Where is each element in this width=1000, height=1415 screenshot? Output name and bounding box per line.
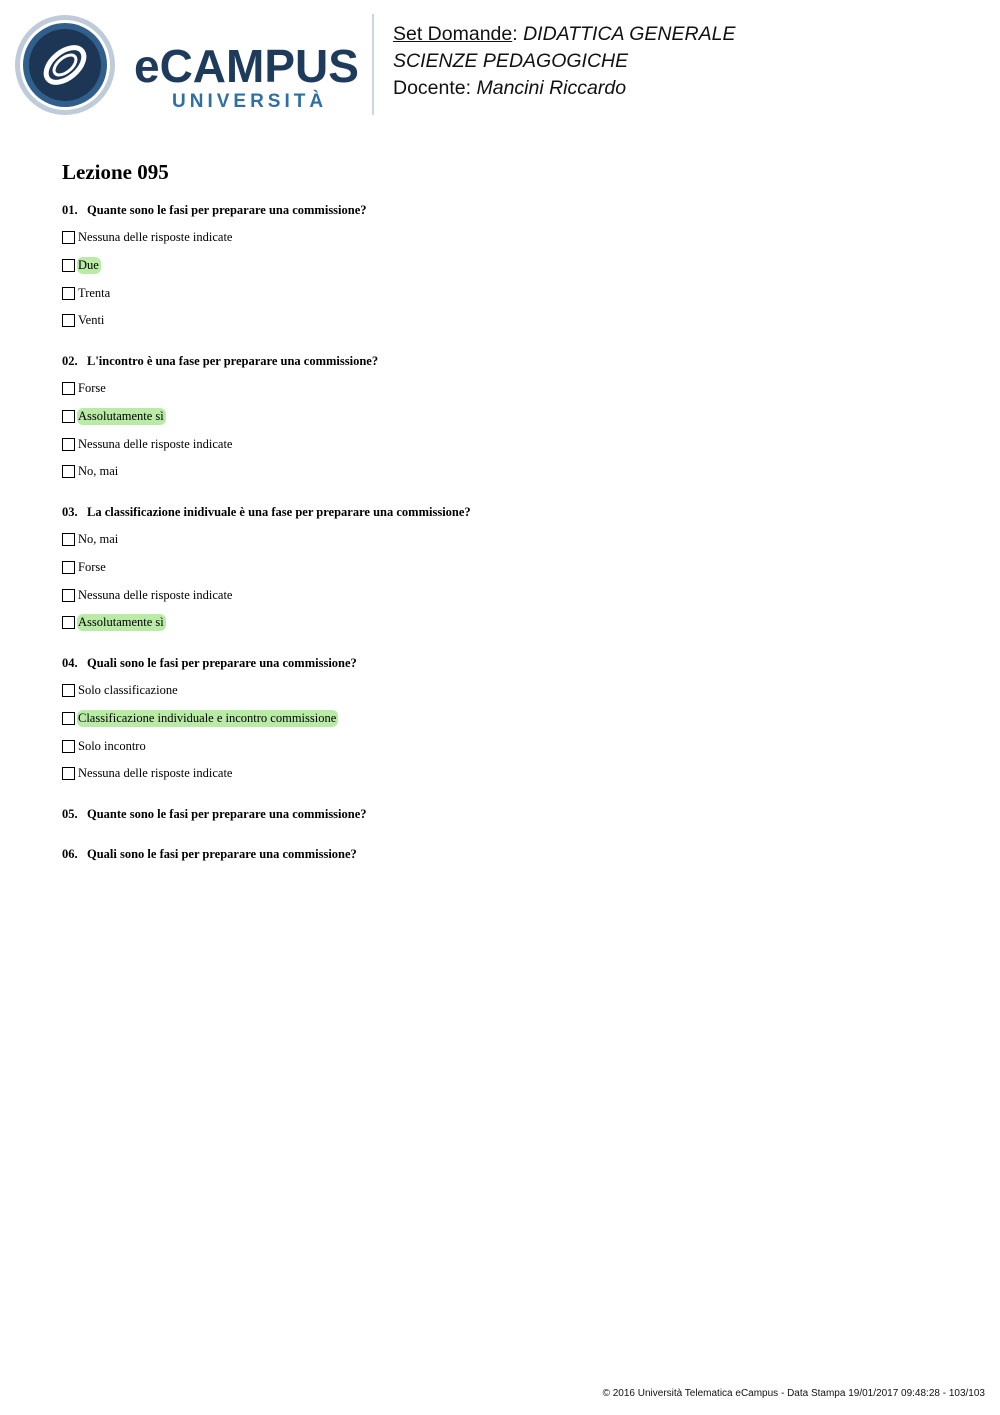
seal-emblem [15, 15, 115, 115]
course-line [393, 48, 735, 75]
option-label-correct: Classificazione individuale e incontro commissione [78, 710, 337, 725]
set-label: Set Domande [393, 23, 513, 45]
docente-label: Docente: [393, 77, 472, 99]
header-info [393, 21, 735, 102]
option-label: Solo incontro [78, 738, 146, 753]
answer-checkbox[interactable] [62, 314, 75, 327]
docente-line [393, 75, 735, 102]
option-label: Venti [78, 312, 105, 327]
question-text: L'incontro è una fase per preparare una commissione? [87, 354, 379, 368]
option-label: No, mai [78, 531, 119, 546]
docente-name: Mancini Riccardo [476, 77, 627, 99]
course-name: SCIENZE PEDAGOGICHE [393, 50, 629, 72]
question-title [62, 807, 367, 822]
question-title [62, 354, 378, 369]
answer-option[interactable] [62, 682, 180, 698]
set-title: DIDATTICA GENERALE [523, 23, 736, 45]
option-label: Nessuna delle risposte indicate [78, 587, 233, 602]
question-number: 05. [62, 807, 78, 821]
question-text: Quali sono le fasi per preparare una commissione? [87, 656, 357, 670]
answer-checkbox[interactable] [62, 740, 75, 753]
answer-option[interactable] [62, 614, 166, 630]
question-title [62, 656, 357, 671]
ecampus-logo [14, 14, 359, 118]
answer-option[interactable] [62, 710, 338, 726]
answer-option[interactable] [62, 229, 234, 245]
answer-option[interactable] [62, 531, 120, 547]
answer-option[interactable] [62, 380, 108, 396]
answer-option[interactable] [62, 463, 120, 479]
question-number: 06. [62, 847, 78, 861]
option-label: Nessuna delle risposte indicate [78, 765, 233, 780]
brand-wordmark: eCAMPUS [134, 40, 359, 92]
option-label: Trenta [78, 285, 111, 300]
question-title [62, 505, 471, 520]
answer-checkbox[interactable] [62, 767, 75, 780]
answer-option[interactable] [62, 312, 106, 328]
option-label: Forse [78, 559, 106, 574]
option-label-correct: Due [78, 257, 99, 272]
answer-checkbox[interactable] [62, 561, 75, 574]
answer-checkbox[interactable] [62, 287, 75, 300]
brand-subtitle: UNIVERSITÀ [172, 91, 328, 112]
header-divider [372, 14, 374, 115]
question-text: Quante sono le fasi per preparare una commissione? [87, 807, 367, 821]
question-text: Quali sono le fasi per preparare una commissione? [87, 847, 357, 861]
answer-option[interactable] [62, 738, 148, 754]
answer-option[interactable] [62, 765, 234, 781]
question-number: 01. [62, 203, 78, 217]
option-label: Solo classificazione [78, 682, 178, 697]
question-number: 02. [62, 354, 78, 368]
question-text: La classificazione inidivuale è una fase per preparare una commissione? [87, 505, 471, 519]
answer-option[interactable] [62, 436, 234, 452]
question-title [62, 847, 357, 862]
answer-checkbox[interactable] [62, 259, 75, 272]
option-label-correct: Assolutamente sì [78, 614, 164, 629]
answer-option[interactable] [62, 257, 101, 273]
question-number: 04. [62, 656, 78, 670]
answer-option[interactable] [62, 285, 112, 301]
answer-checkbox[interactable] [62, 382, 75, 395]
answer-checkbox[interactable] [62, 684, 75, 697]
option-label: Forse [78, 380, 106, 395]
question-number: 03. [62, 505, 78, 519]
option-label: Nessuna delle risposte indicate [78, 436, 233, 451]
answer-checkbox[interactable] [62, 465, 75, 478]
answer-checkbox[interactable] [62, 410, 75, 423]
question-title [62, 203, 367, 218]
page-footer: © 2016 Università Telematica eCampus - Data Stampa 19/01/2017 09:48:28 - 103/103 [602, 1388, 985, 1399]
answer-option[interactable] [62, 408, 166, 424]
answer-checkbox[interactable] [62, 589, 75, 602]
lesson-title: Lezione 095 [62, 160, 169, 184]
option-label: Nessuna delle risposte indicate [78, 229, 233, 244]
question-text: Quante sono le fasi per preparare una commissione? [87, 203, 367, 217]
answer-checkbox[interactable] [62, 533, 75, 546]
option-label: No, mai [78, 463, 119, 478]
answer-option[interactable] [62, 587, 234, 603]
answer-checkbox[interactable] [62, 438, 75, 451]
answer-option[interactable] [62, 559, 108, 575]
option-label-correct: Assolutamente sì [78, 408, 164, 423]
answer-checkbox[interactable] [62, 616, 75, 629]
answer-checkbox[interactable] [62, 231, 75, 244]
set-line: Set Domande: DIDATTICA GENERALE [393, 23, 736, 45]
answer-checkbox[interactable] [62, 712, 75, 725]
